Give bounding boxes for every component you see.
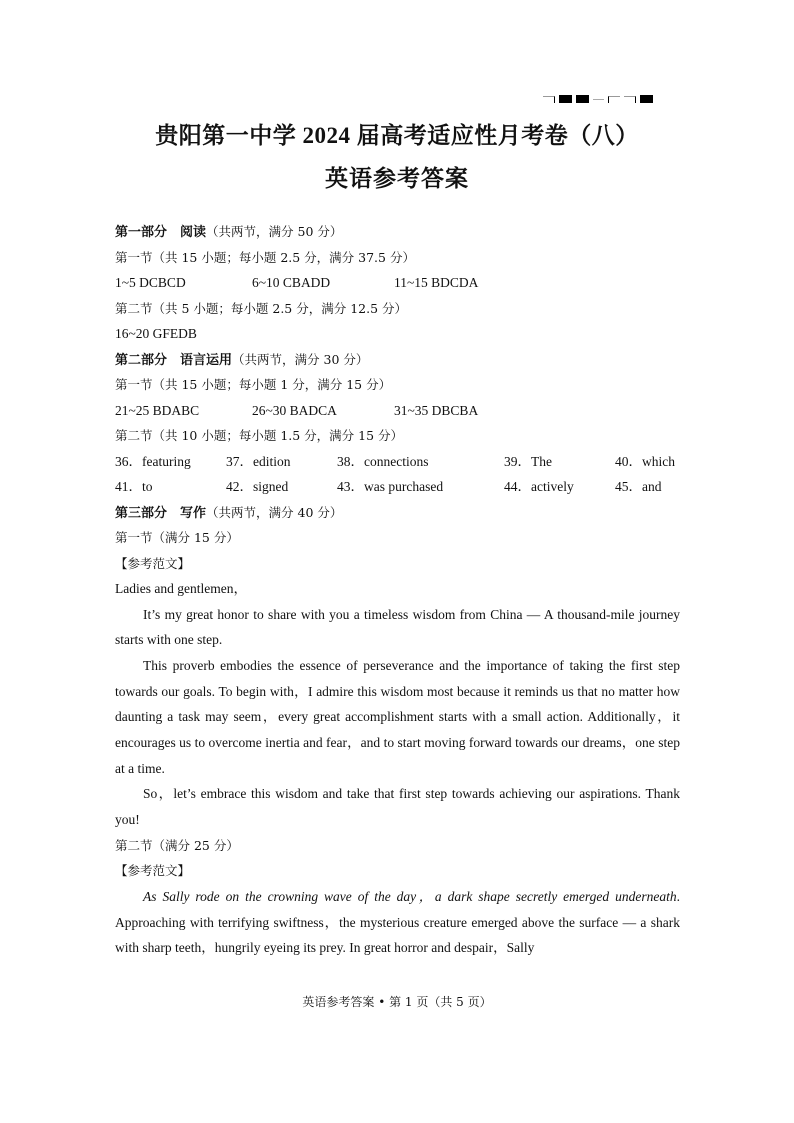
page-footer: 英语参考答案 • 第 1 页（共 5 页）	[302, 995, 492, 1009]
part3-heading	[115, 500, 680, 526]
part1-title: 第一部分 阅读	[115, 225, 207, 240]
part2-section2-answers-row2	[115, 474, 680, 500]
part2-score: （共两节，满分 30 分）	[232, 351, 369, 367]
answer-item: 38．connections	[337, 453, 429, 469]
part3-title: 第三部分 写作	[115, 505, 207, 521]
registration-mark	[593, 99, 604, 100]
continuation-paragraph	[115, 884, 680, 961]
part3-section2-heading: 第二节（满分 25 分）	[115, 837, 239, 853]
answer-group: 1~5 DCBCD	[115, 275, 186, 290]
continuation-text: . Approaching with terrifying swiftness，the mysterious creature emerged above the surface — a shark with sharp teeth，hungrily eyeing its prey. In great horror and despair，Sally	[115, 888, 680, 956]
part2-heading	[115, 347, 680, 373]
part2-section1-answers	[115, 398, 680, 424]
sample-essay-label: 【参考范文】	[115, 863, 191, 879]
answer-item: 36．featuring	[115, 453, 191, 469]
answer-item: 39．The	[504, 453, 552, 469]
part2-section1-heading: 第一节（共 15 小题；每小题 1 分，满分 15 分）	[115, 377, 392, 392]
answer-group: 26~30 BADCA	[252, 402, 337, 418]
part3-section1-heading: 第一节（满分 15 分）	[115, 530, 239, 545]
part1-score: （共两节，满分 50 分）	[206, 224, 343, 239]
answer-item: 41．to	[115, 479, 153, 494]
answer-item: 43．was purchased	[337, 479, 444, 494]
part1-heading	[115, 219, 680, 245]
answer-group: 16~20 GFEDB	[115, 326, 197, 341]
document-title: 贵阳第一中学 2024 届高考适应性月考卷（八）	[155, 123, 639, 148]
part3-score: （共两节，满分 40 分）	[206, 504, 343, 520]
answer-item: 40．which	[615, 453, 675, 469]
part1-section1-answers	[115, 270, 680, 296]
part2-title: 第二部分 语言运用	[115, 352, 233, 368]
answer-item: 44．actively	[504, 479, 574, 494]
answer-group: 6~10 CBADD	[252, 275, 331, 290]
registration-mark	[624, 96, 636, 103]
answer-item: 45．and	[615, 479, 662, 494]
registration-mark	[543, 96, 555, 103]
part1-section2-answers	[115, 321, 680, 347]
essay-paragraph: It’s my great honor to share with you a timeless wisdom from China — A thousand-mile journey starts with one step.	[115, 606, 680, 648]
document-subtitle: 英语参考答案	[325, 166, 469, 191]
essay-paragraph: So，let’s embrace this wisdom and take that first step towards achieving our aspirations. Thank you!	[115, 786, 680, 828]
essay-paragraph: This proverb embodies the essence of perseverance and the importance of taking the first step towards our goals. To begin with，I admire this wisdom most because it reminds us that no matter how daunting a task may seem，every great accomplishment starts with a small action. Additionally，it encourages us to overcome inertia and fear，and to start moving forward towards our dreams，one step at a time.	[115, 657, 680, 776]
registration-mark	[640, 95, 653, 103]
answer-item: 42．signed	[226, 479, 289, 494]
registration-mark	[559, 95, 572, 103]
part1-section2-heading: 第二节（共 5 小题；每小题 2.5 分，满分 12.5 分）	[115, 300, 408, 316]
part1-section1-heading: 第一节（共 15 小题；每小题 2.5 分，满分 37.5 分）	[115, 249, 415, 265]
sample-essay-label: 【参考范文】	[115, 555, 191, 571]
registration-mark	[576, 95, 589, 103]
given-opening-sentence: As Sally rode on the crowning wave of the day，a dark shape secretly emerged underneath	[143, 888, 677, 904]
registration-mark	[608, 96, 620, 103]
answer-item: 37．edition	[226, 453, 291, 469]
part2-section2-answers-row1	[115, 449, 680, 475]
print-registration-marks	[543, 94, 653, 104]
answer-group: 21~25 BDABC	[115, 402, 200, 418]
answer-group: 31~35 DBCBA	[394, 402, 479, 418]
part2-section2-heading: 第二节（共 10 小题；每小题 1.5 分，满分 15 分）	[115, 428, 404, 443]
answer-group: 11~15 BDCDA	[394, 275, 479, 290]
essay-salutation: Ladies and gentlemen，	[115, 581, 247, 596]
answer-key-body	[115, 219, 680, 961]
